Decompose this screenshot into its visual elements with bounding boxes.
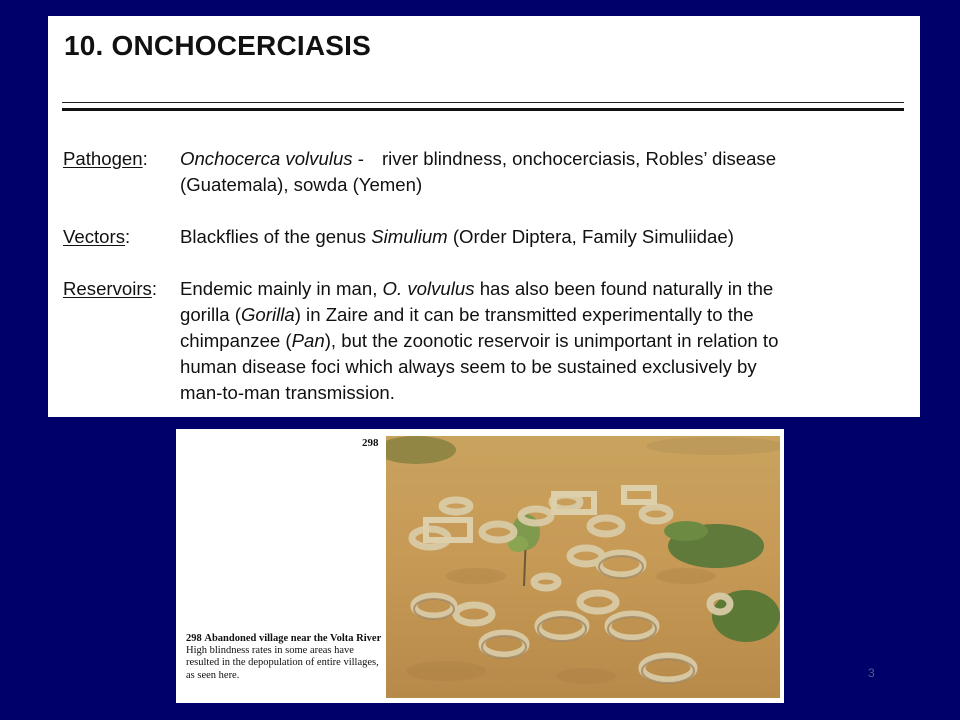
- title-rule-thin: [62, 102, 904, 103]
- vectors-value: Blackflies of the genus Simulium (Order Diptera, Family Simuliidae): [180, 226, 734, 247]
- pathogen-common-names-cont: (Guatemala), sowda (Yemen): [180, 174, 423, 195]
- vectors-label: Vectors:: [63, 226, 131, 247]
- reservoirs-label: Reservoirs:: [63, 278, 158, 299]
- reservoirs-value: Endemic mainly in man, O. volvulus has also been found naturally in the gorilla (Gorilla) in Zaire and it can be transmitted experimentally to the chimpanzee (Pan), but the zoonotic reservoir is unimportant in relation to human disease foci which always seem to be sustained exclusively by man-to-man transmission.: [180, 278, 779, 403]
- vector-genus: Simulium: [371, 226, 448, 247]
- figure-panel: [176, 429, 784, 703]
- pathogen-species: Onchocerca volvulus: [180, 148, 353, 169]
- village-photo: [386, 436, 780, 698]
- caption-title: Abandoned village near the Volta River: [204, 633, 382, 644]
- figure-caption: [186, 633, 382, 682]
- text-panel: [48, 16, 920, 417]
- figure-number: 298: [362, 437, 379, 449]
- pathogen-value: Onchocerca volvulus - river blindness, onchocerciasis, Robles’ disease (Guatemala), sowda (Yemen): [180, 146, 900, 198]
- pathogen-label: Pathogen:: [63, 148, 148, 169]
- slide-title: 10. ONCHOCERCIASIS: [64, 30, 371, 61]
- page-number: 3: [868, 666, 875, 680]
- title-rule-thick: [62, 108, 904, 111]
- pathogen-common-names: river blindness, onchocerciasis, Robles’ disease: [381, 148, 777, 169]
- caption-number: 298: [186, 633, 202, 644]
- caption-text: High blindness rates in some areas have resulted in the depopulation of entire villages, as seen here.: [186, 645, 379, 681]
